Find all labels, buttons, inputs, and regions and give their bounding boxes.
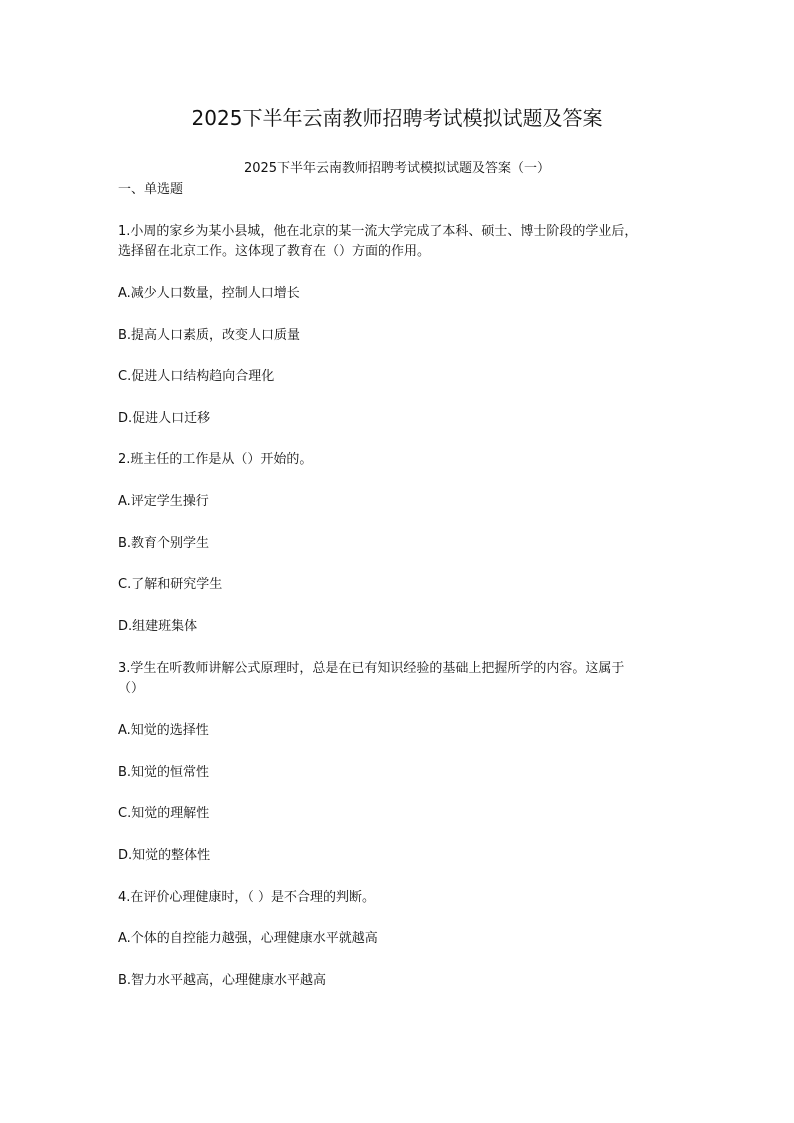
option: D.促进人口迁移 xyxy=(118,411,211,426)
question-stem: （） xyxy=(118,681,145,696)
question-stem: 3.学生在听教师讲解公式原理时，总是在已有知识经验的基础上把握所学的内容。这属于 xyxy=(118,661,625,676)
option: D.组建班集体 xyxy=(118,619,198,634)
option: A.减少人口数量，控制人口增长 xyxy=(118,286,300,301)
document-subtitle: 2025下半年云南教师招聘考试模拟试题及答案（一） xyxy=(243,161,551,176)
option: A.知觉的选择性 xyxy=(118,723,209,738)
option: C.促进人口结构趋向合理化 xyxy=(118,369,275,384)
option: C.知觉的理解性 xyxy=(118,806,210,821)
document-title: 2025下半年云南教师招聘考试模拟试题及答案 xyxy=(191,106,603,130)
option: B.教育个别学生 xyxy=(118,536,210,551)
option: B.智力水平越高，心理健康水平越高 xyxy=(118,973,327,988)
question-stem: 2.班主任的工作是从（）开始的。 xyxy=(118,452,313,467)
question-stem: 1.小周的家乡为某小县城，他在北京的某一流大学完成了本科、硕士、博士阶段的学业后， xyxy=(118,224,638,239)
option: D.知觉的整体性 xyxy=(118,848,211,863)
option: B.知觉的恒常性 xyxy=(118,765,210,780)
option: A.评定学生操行 xyxy=(118,494,209,509)
section-heading: 一、单选题 xyxy=(118,182,184,197)
question-stem: 选择留在北京工作。这体现了教育在（）方面的作用。 xyxy=(118,244,431,259)
option: C.了解和研究学生 xyxy=(118,577,223,592)
option: A.个体的自控能力越强，心理健康水平就越高 xyxy=(118,931,378,946)
question-stem: 4.在评价心理健康时，（ ）是不合理的判断。 xyxy=(118,890,376,905)
option: B.提高人口素质，改变人口质量 xyxy=(118,328,301,343)
